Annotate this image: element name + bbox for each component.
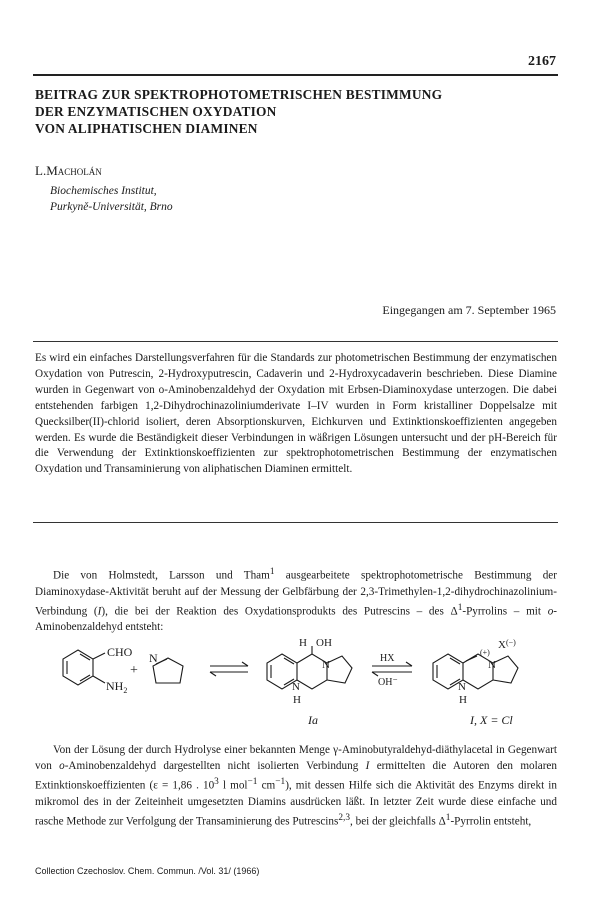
title-line-2: DER ENZYMATISCHEN OXYDATION <box>35 104 277 119</box>
intro-text: Die von Holmstedt, Larsson und Tham <box>53 569 270 582</box>
para-text: ), mit dessen Hilfe sich die Aktivität des Enzyms direkt in mikromol des in der Zeiteinheit umgesetzten Diamins ausdrücken läßt. In letzter Zeit wurde diese einfache und rasche Methode zur Verfolgung der Transaminierung des Putrescins <box>35 779 557 828</box>
superscript: 1 <box>445 812 451 823</box>
reference-1: 1 <box>269 567 275 577</box>
received-date: Eingegangen am 7. September 1965 <box>382 303 556 317</box>
counter-ion: X(−) <box>498 638 516 651</box>
compound-label: I <box>97 605 102 618</box>
second-paragraph <box>35 742 557 829</box>
reaction-scheme <box>40 628 560 728</box>
compound-label: I <box>365 760 370 772</box>
page-number: 2167 <box>528 54 556 69</box>
para-text: Von der Lösung der durch Hydrolyse einer bekannten Menge γ-Aminobutyraldehyd-diäthylacetal in Gegenwart von <box>35 744 557 772</box>
pyrroline-n: N <box>149 651 158 665</box>
para-text: cm <box>257 779 276 792</box>
label-i: I, X = Cl <box>470 713 513 727</box>
cho-label: CHO <box>107 645 133 659</box>
superscript: −1 <box>275 777 286 787</box>
ortho-prefix: o <box>59 760 65 772</box>
header-rule <box>33 74 558 76</box>
author <box>35 163 102 179</box>
ia-oh: OH <box>316 637 332 649</box>
plus-sign: + <box>130 663 138 678</box>
para-text: -Pyrrolin entsteht, <box>450 815 532 828</box>
intro-paragraph <box>35 565 557 636</box>
hx-label: HX <box>380 653 395 664</box>
ia-h: H <box>299 637 307 649</box>
intro-text: -Pyrrolins – mit <box>462 605 548 618</box>
article-title <box>35 86 555 137</box>
affiliation-line-1: Biochemisches Institut, <box>50 185 157 197</box>
intro-text: ausgearbeitete spektrophotometrische Bestimmung der Diaminoxydase-Aktivität beruht auf der Messung der Gelbfärbung der 2,3-Trimethylen-1,2-dihydrochinazolinium-Verbindung ( <box>35 569 557 618</box>
author-surname: Macholán <box>46 163 102 178</box>
oh-minus-label: OH⁻ <box>378 677 398 688</box>
title-line-3: VON ALIPHATISCHEN DIAMINEN <box>35 121 258 136</box>
ia-n: N <box>322 659 330 671</box>
title-line-1: BEITRAG ZUR SPEKTROPHOTOMETRISCHEN BESTIMMUNG <box>35 87 443 102</box>
reference-2-3: 2,3 <box>338 812 351 823</box>
i-nh: N <box>458 681 466 693</box>
affiliation <box>50 183 173 215</box>
abstract-rule-bottom <box>33 522 558 523</box>
abstract-rule-top <box>33 341 558 342</box>
affiliation-line-2: Purkyně-Universität, Brno <box>50 201 173 213</box>
author-initial: L. <box>35 163 47 178</box>
nh2-label: $NH_2$ <box>106 679 128 695</box>
ia-nh-h: H <box>293 694 301 706</box>
ia-nh: N <box>292 681 300 693</box>
intro-text: -Aminobenzaldehyd entsteht: <box>35 605 558 634</box>
abstract: Es wird ein einfaches Darstellungsverfahren für die Standards zur photometrischen Bestimmung der enzymatischen Oxydation von Putrescin, 2-Hydroxyputrescin, Cadaverin und 2-Hydroxycadaverin beschrieben. Diese Diamine wurden in Gegenwart von o-Aminobenzaldehyd der Oxydation mit Erbsen-Diaminoxydase unterzogen. Die dabei entstehenden farbigen 1,2-Dihydrochinazoliniumderivate I–IV wurden in Form kristalliner Doppelsalze mit Quecksilber(II)-chlorid isoliert, deren Absorptionskurven, Eichkurven und Extinktionskoeffizienten angegeben werden. Es wurde die Beständigkeit dieser Verbindungen in wäßrigen Lösungen untersucht und der pH-Bereich für die Verwendung der Extinktionskoeffizienten zur spektrophotometrischen Bestimmung der enzymatischen Oxydation und Transaminierung von aliphatischen Diaminen ermittelt. <box>35 352 557 476</box>
i-n-plus: N <box>488 659 496 671</box>
intro-text: ), die bei der Reaktion des Oxydationsprodukts des Putrescins – des Δ <box>101 605 458 618</box>
plus-charge: (+) <box>480 648 490 657</box>
superscript: −1 <box>247 777 258 787</box>
para-text: -Aminobenzaldehyd dargestellten nicht isolierten Verbindung <box>64 760 366 772</box>
journal-footer: Collection Czechoslov. Chem. Commun. /Vol. 31/ (1966) <box>35 866 260 876</box>
i-nh-h: H <box>459 694 467 706</box>
superscript: 3 <box>214 777 219 787</box>
label-ia: Ia <box>308 713 318 727</box>
superscript: 1 <box>457 602 463 613</box>
para-text: , bei der gleichfalls Δ <box>350 815 446 828</box>
ortho-prefix: o <box>547 605 554 618</box>
para-text: ermittelten die Autoren den molaren Extinktionskoeffizienten (ε = 1,86 . 10 <box>35 760 557 792</box>
para-text: l mol <box>218 779 248 792</box>
